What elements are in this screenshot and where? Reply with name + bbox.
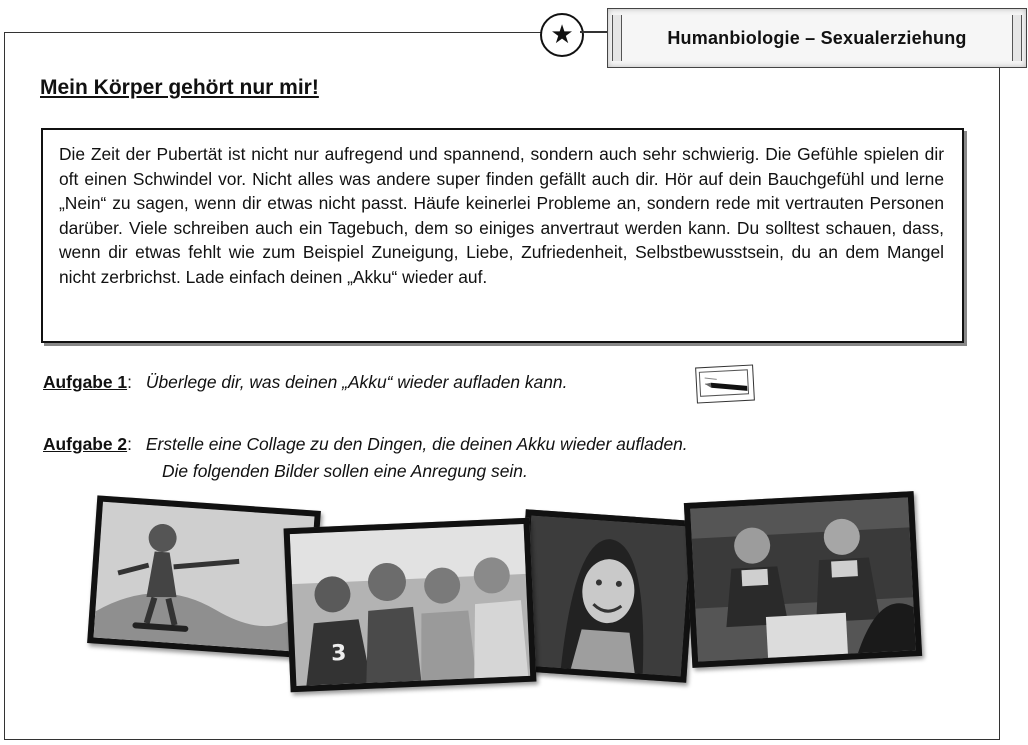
photo-boys-gaming [684, 491, 922, 668]
subject-title: Humanbiologie – Sexualerziehung [667, 27, 967, 48]
star-icon: ★ [540, 13, 584, 57]
photo-smiling-girl [515, 509, 698, 683]
task-2-text: Erstelle eine Collage zu den Dingen, die deinen Akku wieder aufladen. [145, 434, 688, 454]
page-title: Mein Körper gehört nur mir! [40, 76, 319, 99]
pencil-icon [695, 365, 755, 404]
intro-box [41, 128, 964, 343]
task-2: Aufgabe 2: Erstelle eine Collage zu den Dingen, die deinen Akku wieder aufladen. [43, 434, 688, 454]
task-1-label: Aufgabe 1 [43, 372, 128, 392]
intro-text: Die Zeit der Pubertät ist nicht nur aufregend und spannend, sondern auch sehr schwierig. Die Gefühle spielen dir oft einen Schwindel vor. Nicht alles was andere super finden gefällt auch dir. Hör auf dein Bauchgefühl und lerne „Nein“ zu sagen, wenn dir etwas nicht passt. Häufe keinerlei Probleme an, sondern rede mit vertrauten Personen darüber. Viele schreiben auch ein Tagebuch, dem so einiges anvertraut werden kann. Du solltest schauen, dass, wenn dir etwas fehlt wie zum Beispiel Zuneigung, Liebe, Zufriedenheit, Selbstbewusstsein, du an dem Mangel nicht zerbrichst. Lade einfach deinen „Akku“ wieder auf. [59, 144, 944, 287]
banner-connector [580, 31, 608, 33]
task-1-text: Überlege dir, was deinen „Akku“ wieder aufladen kann. [145, 372, 568, 392]
task-2-text-line2: Die folgenden Bilder sollen eine Anregung sein. [162, 461, 528, 481]
svg-text:3: 3 [330, 640, 347, 667]
task-2-label: Aufgabe 2 [43, 434, 128, 454]
subject-banner [607, 8, 1027, 68]
task-1: Aufgabe 1: Überlege dir, was deinen „Akku“ wieder aufladen kann. [43, 372, 568, 392]
photo-group-of-friends [284, 518, 537, 693]
